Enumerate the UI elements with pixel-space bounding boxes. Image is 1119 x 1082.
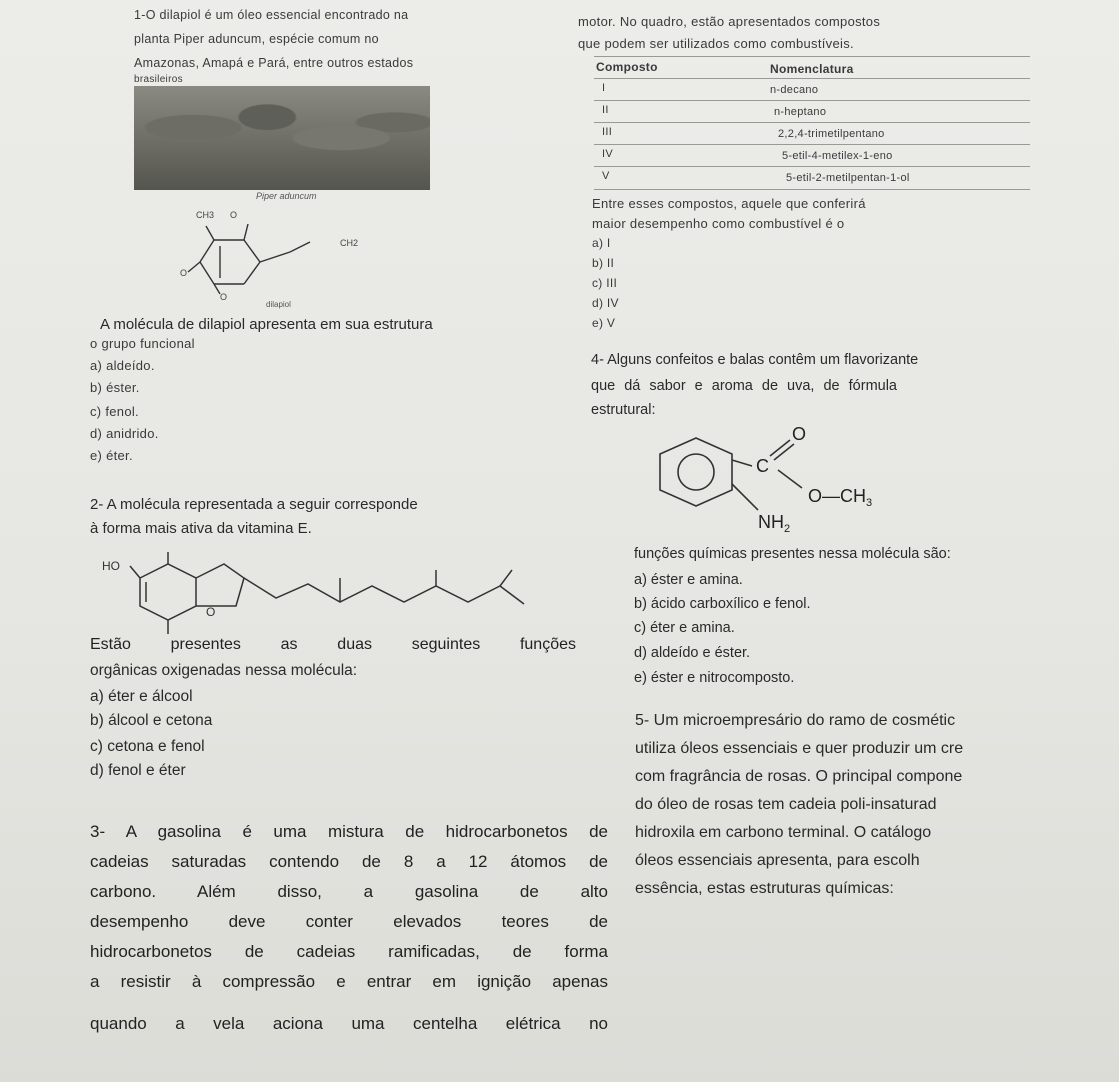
vitamin-e-structure (100, 548, 540, 638)
fuel-option-b[interactable]: b) II (592, 256, 615, 270)
q5-line-2: utiliza óleos essenciais e quer produzir um cre (635, 740, 964, 757)
fuel-option-a[interactable]: a) I (592, 236, 611, 250)
q3-line-4: desempenho deve conter elevados teores de (90, 912, 608, 931)
q1-option-c[interactable]: c) fenol. (90, 404, 139, 419)
q4-option-b[interactable]: b) ácido carboxílico e fenol. (634, 596, 811, 612)
q5-line-6: óleos essenciais apresenta, para escolh (635, 852, 920, 869)
q2-option-c[interactable]: c) cetona e fenol (90, 738, 205, 755)
methyl-anthranilate-structure (640, 418, 980, 538)
q1-stem-line-1: A molécula de dilapiol apresenta em sua estrutura (100, 316, 433, 333)
q5-line-3: com fragrância de rosas. O principal compone (635, 768, 963, 785)
q4-line-2: que dá sabor e aroma de uva, de fórmula (591, 378, 897, 394)
q3-line-2: cadeias saturadas contendo de 8 a 12 átomos de (90, 852, 608, 871)
q2-option-b[interactable]: b) álcool e cetona (90, 712, 213, 729)
q3-line-1: 3- A gasolina é uma mistura de hidrocarbonetos de (90, 822, 608, 841)
table-header-nomenclatura: Nomenclatura (770, 62, 854, 76)
dilapiol-label-o-2: O (180, 268, 188, 278)
dilapiol-caption: dilapiol (266, 300, 291, 309)
table-row-5-nome: 5-etil-2-metilpentan-1-ol (786, 172, 910, 184)
table-row-2-composto: II (602, 104, 609, 116)
q2-line-2: à forma mais ativa da vitamina E. (90, 520, 312, 537)
q3-line-6: a resistir à compressão e entrar em ignição apenas (90, 972, 608, 991)
vitamin-e-label-o: O (206, 605, 216, 619)
q1-option-e[interactable]: e) éter. (90, 448, 133, 463)
fuel-stem-line-2: maior desempenho como combustível é o (592, 216, 845, 231)
dilapiol-structure (160, 196, 370, 302)
dilapiol-label-ch2: CH2 (340, 238, 359, 248)
q1-option-d[interactable]: d) anidrido. (90, 426, 159, 441)
table-row-1-composto: I (602, 82, 606, 94)
q2-line-1: 2- A molécula representada a seguir corresponde (90, 496, 418, 513)
q1-intro-line-2: planta Piper aduncum, espécie comum no (134, 32, 379, 46)
fuel-option-e[interactable]: e) V (592, 316, 616, 330)
q1-intro-line-3: Amazonas, Amapá e Pará, entre outros estados (134, 56, 414, 70)
fuel-intro-line-1: motor. No quadro, estão apresentados compostos (578, 14, 881, 29)
table-row-2-nome: n-heptano (774, 106, 827, 118)
q4-stem: funções químicas presentes nessa molécula são: (634, 546, 951, 562)
q4-line-1: 4- Alguns confeitos e balas contêm um flavorizante (591, 352, 919, 368)
fuel-intro-line-2: que podem ser utilizados como combustíveis. (578, 36, 854, 51)
q1-option-a[interactable]: a) aldeído. (90, 358, 155, 373)
q5-line-1: 5- Um microempresário do ramo de cosmétic (635, 712, 956, 729)
q2-option-a[interactable]: a) éter e álcool (90, 688, 193, 705)
label-amine: $NH_2$ (758, 512, 791, 535)
q3-line-3: carbono. Além disso, a gasolina de alto (90, 882, 608, 901)
q1-intro-line-4: brasileiros (134, 74, 183, 85)
q4-option-d[interactable]: d) aldeído e éster. (634, 645, 751, 661)
vitamin-e-label-ho: HO (102, 559, 120, 573)
table-row-3-composto: III (602, 126, 613, 138)
q3-line-5: hidrocarbonetos de cadeias ramificadas, de forma (90, 942, 608, 961)
table-row-1-nome: n-decano (770, 84, 819, 96)
q4-option-e[interactable]: e) éster e nitrocomposto. (634, 670, 795, 686)
label-carbon: C (756, 456, 769, 476)
fuel-option-d[interactable]: d) IV (592, 296, 619, 310)
table-row-3-nome: 2,2,4-trimetilpentano (778, 128, 885, 140)
dilapiol-label-o-1: O (230, 210, 238, 220)
q4-line-3: estrutural: (591, 402, 656, 418)
q5-line-5: hidroxila em carbono terminal. O catálogo (635, 824, 932, 841)
q2-option-d[interactable]: d) fenol e éter (90, 762, 186, 779)
dilapiol-label-ch3: CH3 (196, 210, 215, 220)
q2-stem-line-2: orgânicas oxigenadas nessa molécula: (90, 662, 358, 679)
q2-stem-line-1: Estão presentes as duas seguintes funções (90, 636, 576, 653)
q5-line-7: essência, estas estruturas químicas: (635, 880, 894, 897)
q3-line-7: quando a vela aciona uma centelha elétrica no (90, 1014, 608, 1033)
fuel-stem-line-1: Entre esses compostos, aquele que conferirá (592, 196, 866, 211)
q4-option-a[interactable]: a) éster e amina. (634, 572, 743, 588)
q5-line-4: do óleo de rosas tem cadeia poli-insaturad (635, 796, 937, 813)
q1-intro-line-1: 1-O dilapiol é um óleo essencial encontrado na (134, 8, 409, 22)
q1-option-b[interactable]: b) éster. (90, 380, 140, 395)
piper-aduncum-photo (134, 86, 430, 190)
table-header-composto: Composto (596, 60, 658, 74)
table-row-4-composto: IV (602, 148, 613, 160)
q4-option-c[interactable]: c) éter e amina. (634, 620, 735, 636)
table-row-5-composto: V (602, 170, 610, 182)
table-row-4-nome: 5-etil-4-metilex-1-eno (782, 150, 893, 162)
label-methoxy: $O—CH_3$ (808, 486, 873, 509)
photo-caption: Piper aduncum (256, 191, 317, 201)
q1-stem-line-2: o grupo funcional (90, 336, 195, 351)
fuel-option-c[interactable]: c) III (592, 276, 618, 290)
dilapiol-label-o-3: O (220, 292, 228, 302)
label-carbonyl-o: O (792, 424, 807, 444)
